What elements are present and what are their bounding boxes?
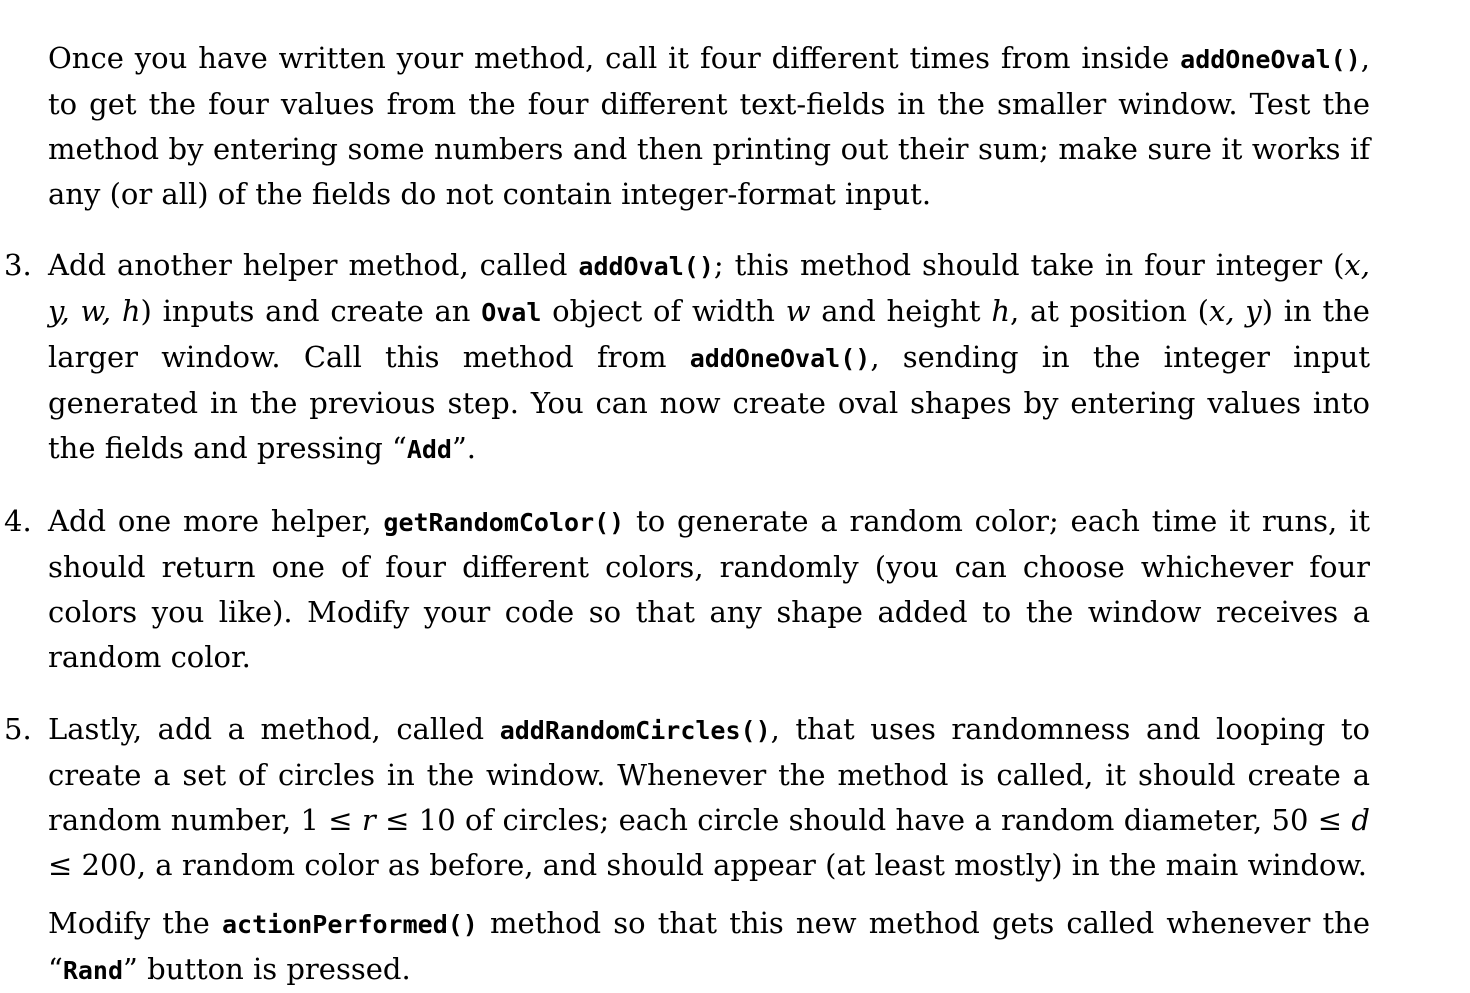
math-term: r bbox=[361, 803, 376, 837]
text: Lastly, add a method, called bbox=[48, 712, 500, 746]
list-item-3 bbox=[4, 243, 1370, 472]
math-term: x, y bbox=[1208, 294, 1262, 328]
code-term: Add bbox=[406, 435, 452, 464]
code-term: getRandomColor() bbox=[383, 508, 625, 537]
code-term: actionPerformed() bbox=[221, 910, 478, 939]
text: ≤ 200, a random color as before, and should appear (at least mostly) in the main window. bbox=[48, 848, 1368, 882]
intro-paragraph bbox=[48, 36, 1370, 217]
text: , at position ( bbox=[1010, 294, 1209, 328]
code-term: addOval() bbox=[578, 252, 714, 281]
text: Add one more helper, bbox=[48, 504, 384, 538]
text: ) in the larger window. Call this method from bbox=[48, 294, 1370, 374]
list-item-text bbox=[48, 243, 1370, 472]
text: Modify the bbox=[48, 906, 222, 940]
text: ) inputs and create an bbox=[140, 294, 482, 328]
text: and height bbox=[810, 294, 992, 328]
text: Once you have written your method, call it four different times from inside bbox=[48, 41, 1181, 75]
math-term: d bbox=[1351, 803, 1370, 837]
list-item-4 bbox=[4, 499, 1370, 680]
math-term: h bbox=[991, 294, 1010, 328]
list-number: 5. bbox=[4, 712, 32, 746]
text: , that uses randomness and looping to create a set of circles in the window. Whenever the method is called, it should create a random number, 1 ≤ bbox=[48, 712, 1371, 837]
list-item-text bbox=[48, 707, 1370, 888]
document-body bbox=[4, 36, 1371, 993]
list-item-text bbox=[48, 499, 1370, 680]
code-term: addOneOval() bbox=[689, 344, 871, 373]
list-number: 3. bbox=[4, 248, 32, 282]
text: , sending in the integer input generated in the previous step. You can now create oval shapes by entering values into the fields and pressing “ bbox=[48, 340, 1370, 465]
text: ; this method should take in four integer ( bbox=[713, 248, 1345, 282]
text: object of width bbox=[541, 294, 786, 328]
text: to generate a random color; each time it runs, it should return one of four different colors, randomly (you can choose whichever four colors you like). Modify your code so that any shape added to the window receives a random color. bbox=[48, 504, 1370, 674]
list-item-5 bbox=[4, 707, 1371, 888]
text: ≤ 10 of circles; each circle should have a random diameter, 50 ≤ bbox=[375, 803, 1352, 837]
code-term: addOneOval() bbox=[1180, 45, 1361, 74]
math-term: w bbox=[785, 294, 811, 328]
text: ”. bbox=[451, 431, 477, 465]
code-term: addRandomCircles() bbox=[499, 716, 771, 745]
item-5-followup-paragraph bbox=[48, 901, 1370, 993]
code-term: Rand bbox=[62, 956, 124, 985]
math-term: x, y, w, h bbox=[48, 248, 1370, 328]
text: ” button is pressed. bbox=[123, 952, 411, 986]
text: , to get the four values from the four different text-fields in the smaller window. Test the method by entering some numbers and then printing out their sum; make sure it works if any (or all) of the fields do not contain integer-format input. bbox=[48, 41, 1370, 211]
text: Add another helper method, called bbox=[48, 248, 579, 282]
text: method so that this new method gets called whenever the “ bbox=[48, 906, 1370, 986]
code-term: Oval bbox=[481, 298, 542, 327]
list-number: 4. bbox=[4, 504, 32, 538]
